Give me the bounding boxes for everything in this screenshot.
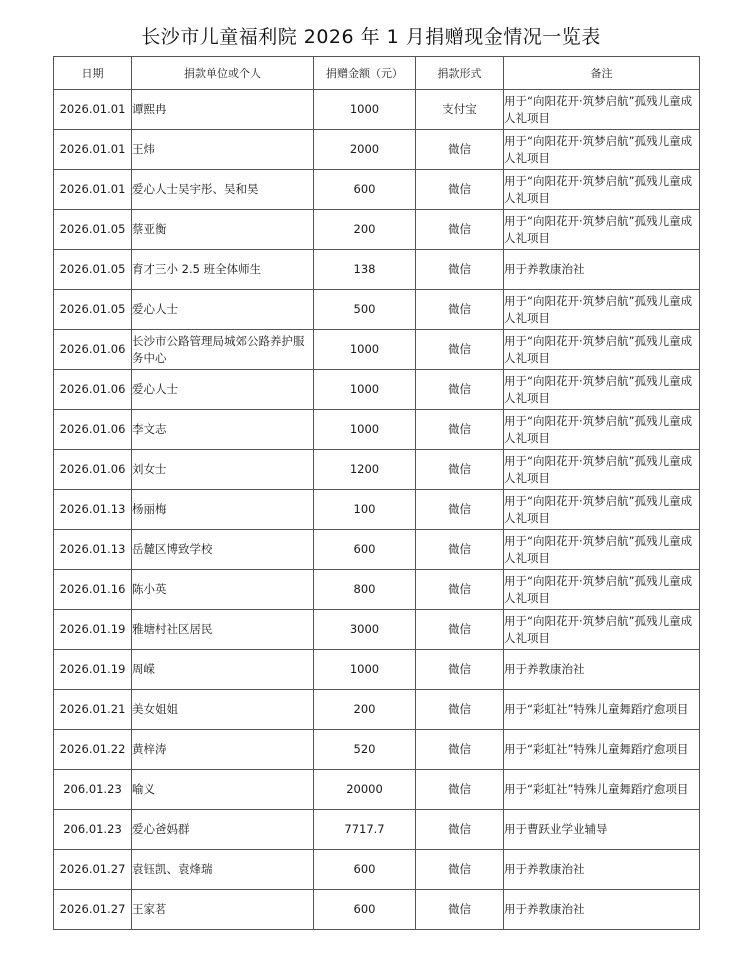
amount-cell: 800 [314, 570, 416, 610]
table-row [54, 650, 700, 690]
method-cell: 微信 [416, 410, 504, 450]
date-cell: 2026.01.06 [54, 330, 132, 370]
donor-cell: 喻义 [132, 770, 314, 810]
table-row [54, 890, 700, 930]
method-cell: 微信 [416, 490, 504, 530]
amount-cell: 1000 [314, 90, 416, 130]
header-note: 备注 [504, 57, 700, 90]
amount-cell: 200 [314, 210, 416, 250]
donor-cell: 王家茗 [132, 890, 314, 930]
amount-cell: 2000 [314, 130, 416, 170]
table-row [54, 450, 700, 490]
header-amount: 捐赠金额（元） [314, 57, 416, 90]
table-row [54, 490, 700, 530]
table-row [54, 810, 700, 850]
note-cell: 用于“向阳花开·筑梦启航”孤残儿童成人礼项目 [504, 210, 700, 250]
method-cell: 微信 [416, 330, 504, 370]
amount-cell: 200 [314, 690, 416, 730]
date-cell: 2026.01.05 [54, 250, 132, 290]
table-body [54, 90, 700, 930]
amount-cell: 138 [314, 250, 416, 290]
date-cell: 2026.01.06 [54, 370, 132, 410]
amount-cell: 20000 [314, 770, 416, 810]
donor-cell: 黄梓涛 [132, 730, 314, 770]
date-cell: 2026.01.13 [54, 530, 132, 570]
donor-cell: 爱心爸妈群 [132, 810, 314, 850]
table-row [54, 770, 700, 810]
date-cell: 206.01.23 [54, 810, 132, 850]
method-cell: 微信 [416, 210, 504, 250]
date-cell: 2026.01.19 [54, 650, 132, 690]
donor-cell: 岳麓区博致学校 [132, 530, 314, 570]
date-cell: 2026.01.05 [54, 210, 132, 250]
note-cell: 用于养教康治社 [504, 250, 700, 290]
donor-cell: 谭熙冉 [132, 90, 314, 130]
donor-cell: 周嵘 [132, 650, 314, 690]
amount-cell: 1000 [314, 370, 416, 410]
amount-cell: 3000 [314, 610, 416, 650]
method-cell: 微信 [416, 250, 504, 290]
note-cell: 用于“向阳花开·筑梦启航”孤残儿童成人礼项目 [504, 330, 700, 370]
amount-cell: 1000 [314, 650, 416, 690]
table-row [54, 90, 700, 130]
date-cell: 2026.01.19 [54, 610, 132, 650]
donor-cell: 刘女士 [132, 450, 314, 490]
table-row [54, 410, 700, 450]
page-title: 长沙市儿童福利院 2026 年 1 月捐赠现金情况一览表 [141, 26, 601, 48]
table-row [54, 290, 700, 330]
amount-cell: 600 [314, 890, 416, 930]
date-cell: 2026.01.16 [54, 570, 132, 610]
amount-cell: 1200 [314, 450, 416, 490]
note-cell: 用于“向阳花开·筑梦启航”孤残儿童成人礼项目 [504, 490, 700, 530]
table-row [54, 610, 700, 650]
donor-cell: 袁钰凯、袁烽瑞 [132, 850, 314, 890]
donor-cell: 爱心人士 [132, 370, 314, 410]
note-cell: 用于“向阳花开·筑梦启航”孤残儿童成人礼项目 [504, 290, 700, 330]
amount-cell: 600 [314, 170, 416, 210]
note-cell: 用于“向阳花开·筑梦启航”孤残儿童成人礼项目 [504, 130, 700, 170]
note-cell: 用于养教康治社 [504, 650, 700, 690]
donor-cell: 陈小英 [132, 570, 314, 610]
date-cell: 2026.01.13 [54, 490, 132, 530]
table-row [54, 250, 700, 290]
note-cell: 用于“向阳花开·筑梦启航”孤残儿童成人礼项目 [504, 610, 700, 650]
date-cell: 2026.01.06 [54, 410, 132, 450]
note-cell: 用于养教康治社 [504, 890, 700, 930]
method-cell: 微信 [416, 290, 504, 330]
amount-cell: 100 [314, 490, 416, 530]
donor-cell: 美女姐姐 [132, 690, 314, 730]
method-cell: 微信 [416, 370, 504, 410]
method-cell: 微信 [416, 130, 504, 170]
table-row [54, 850, 700, 890]
note-cell: 用于“向阳花开·筑梦启航”孤残儿童成人礼项目 [504, 90, 700, 130]
date-cell: 2026.01.01 [54, 90, 132, 130]
table-row [54, 210, 700, 250]
note-cell: 用于“彩虹社”特殊儿童舞蹈疗愈项目 [504, 770, 700, 810]
method-cell: 微信 [416, 770, 504, 810]
amount-cell: 1000 [314, 330, 416, 370]
donor-cell: 爱心人士 [132, 290, 314, 330]
method-cell: 微信 [416, 570, 504, 610]
amount-cell: 7717.7 [314, 810, 416, 850]
date-cell: 206.01.23 [54, 770, 132, 810]
method-cell: 微信 [416, 690, 504, 730]
method-cell: 微信 [416, 170, 504, 210]
table-row [54, 130, 700, 170]
table-row [54, 170, 700, 210]
date-cell: 2026.01.22 [54, 730, 132, 770]
table-row [54, 690, 700, 730]
date-cell: 2026.01.01 [54, 170, 132, 210]
note-cell: 用于“向阳花开·筑梦启航”孤残儿童成人礼项目 [504, 370, 700, 410]
method-cell: 微信 [416, 530, 504, 570]
donor-cell: 雅塘村社区居民 [132, 610, 314, 650]
donor-cell: 爱心人士吴宇彤、吴和昊 [132, 170, 314, 210]
table-row [54, 730, 700, 770]
note-cell: 用于“向阳花开·筑梦启航”孤残儿童成人礼项目 [504, 410, 700, 450]
note-cell: 用于“向阳花开·筑梦启航”孤残儿童成人礼项目 [504, 530, 700, 570]
note-cell: 用于养教康治社 [504, 850, 700, 890]
note-cell: 用于“向阳花开·筑梦启航”孤残儿童成人礼项目 [504, 570, 700, 610]
amount-cell: 1000 [314, 410, 416, 450]
header-date: 日期 [54, 57, 132, 90]
method-cell: 微信 [416, 810, 504, 850]
amount-cell: 600 [314, 530, 416, 570]
method-cell: 微信 [416, 650, 504, 690]
table-row [54, 570, 700, 610]
amount-cell: 600 [314, 850, 416, 890]
table-row [54, 370, 700, 410]
method-cell: 微信 [416, 890, 504, 930]
donation-table [53, 56, 700, 930]
date-cell: 2026.01.21 [54, 690, 132, 730]
donor-cell: 李文志 [132, 410, 314, 450]
note-cell: 用于“向阳花开·筑梦启航”孤残儿童成人礼项目 [504, 170, 700, 210]
donor-cell: 王炜 [132, 130, 314, 170]
amount-cell: 500 [314, 290, 416, 330]
table-header-row [54, 57, 700, 90]
date-cell: 2026.01.27 [54, 850, 132, 890]
table-row [54, 330, 700, 370]
table-row [54, 530, 700, 570]
note-cell: 用于曹跃业学业辅导 [504, 810, 700, 850]
header-donor: 捐款单位或个人 [132, 57, 314, 90]
donor-cell: 育才三小 2.5 班全体师生 [132, 250, 314, 290]
note-cell: 用于“彩虹社”特殊儿童舞蹈疗愈项目 [504, 690, 700, 730]
donor-cell: 杨丽梅 [132, 490, 314, 530]
method-cell: 微信 [416, 610, 504, 650]
donor-cell: 蔡亚衡 [132, 210, 314, 250]
date-cell: 2026.01.05 [54, 290, 132, 330]
method-cell: 微信 [416, 850, 504, 890]
donor-cell: 长沙市公路管理局城郊公路养护服务中心 [132, 330, 314, 370]
method-cell: 微信 [416, 450, 504, 490]
header-method: 捐款形式 [416, 57, 504, 90]
note-cell: 用于“向阳花开·筑梦启航”孤残儿童成人礼项目 [504, 450, 700, 490]
date-cell: 2026.01.27 [54, 890, 132, 930]
amount-cell: 520 [314, 730, 416, 770]
date-cell: 2026.01.01 [54, 130, 132, 170]
note-cell: 用于“彩虹社”特殊儿童舞蹈疗愈项目 [504, 730, 700, 770]
date-cell: 2026.01.06 [54, 450, 132, 490]
method-cell: 微信 [416, 730, 504, 770]
method-cell: 支付宝 [416, 90, 504, 130]
